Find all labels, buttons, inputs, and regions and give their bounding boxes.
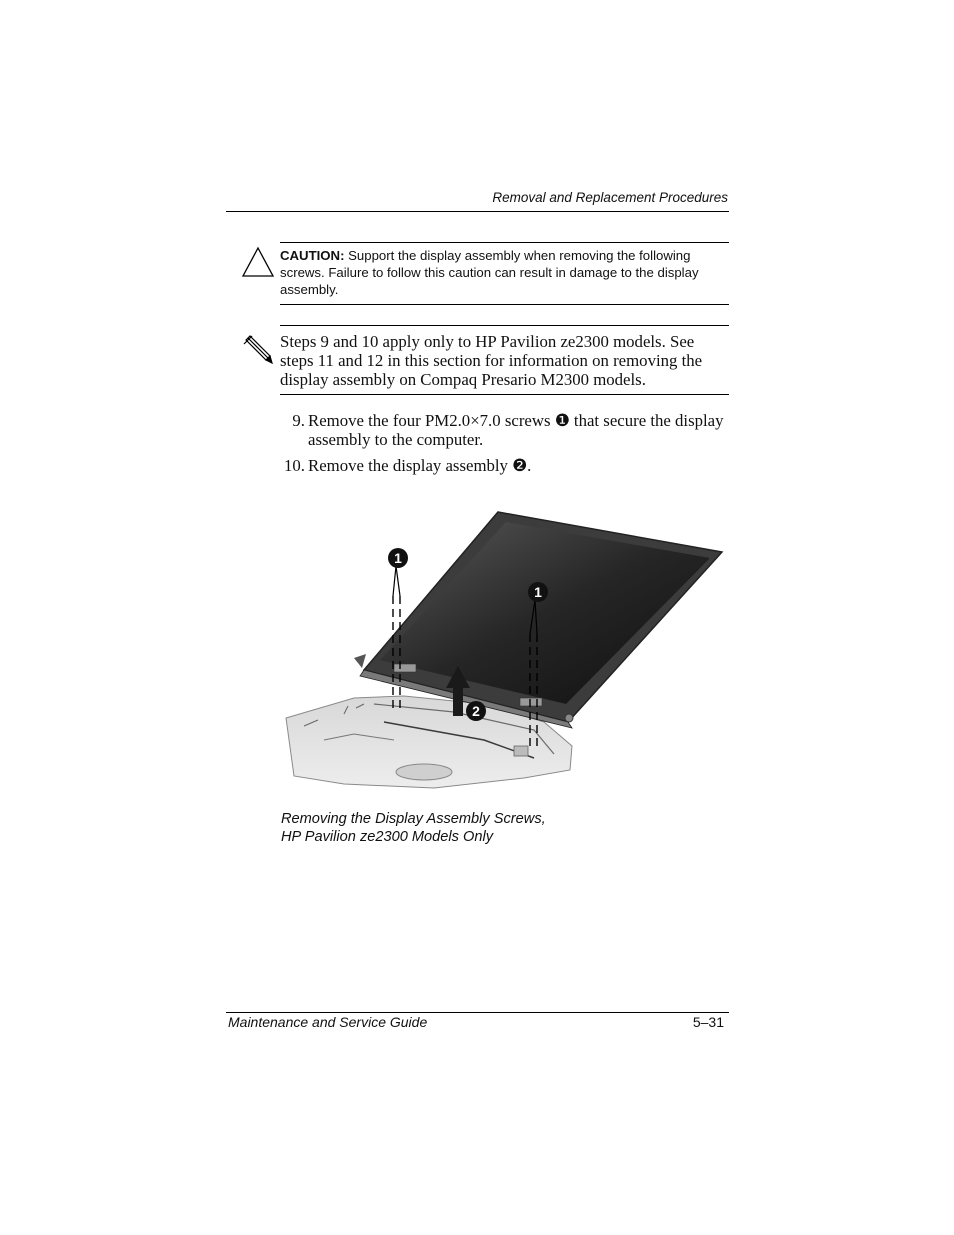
caution-body: Support the display assembly when removing the following screws. Failure to follow this caution can result in damage to the display assembly. bbox=[280, 248, 699, 297]
step-number: 9. bbox=[292, 411, 305, 430]
svg-text:1: 1 bbox=[534, 584, 542, 600]
svg-text:1: 1 bbox=[394, 550, 402, 566]
pencil-note-icon bbox=[242, 334, 274, 364]
callout-2 bbox=[466, 701, 486, 721]
step-item bbox=[280, 411, 730, 449]
caution-triangle-icon bbox=[241, 246, 275, 278]
footer-rule bbox=[226, 1012, 729, 1013]
caption-line-2: HP Pavilion ze2300 Models Only bbox=[281, 828, 493, 845]
caution-top-rule bbox=[280, 242, 729, 243]
footer-title: Maintenance and Service Guide bbox=[228, 1014, 428, 1030]
caution-label: CAUTION: bbox=[280, 248, 345, 263]
display-assembly-illustration bbox=[284, 508, 726, 790]
caption-line-1: Removing the Display Assembly Screws, bbox=[281, 811, 546, 827]
step-item bbox=[280, 456, 730, 475]
svg-text:2: 2 bbox=[472, 703, 480, 719]
page-number: 5–31 bbox=[692, 1014, 724, 1030]
callout-1-left bbox=[388, 548, 408, 568]
note-top-rule bbox=[280, 325, 729, 326]
caution-bottom-rule bbox=[280, 304, 729, 305]
running-header: Removal and Replacement Procedures bbox=[492, 190, 728, 205]
header-rule bbox=[226, 211, 729, 212]
step-text: Remove the display assembly ❷. bbox=[308, 456, 532, 475]
step-text: Remove the four PM2.0×7.0 screws ❶ that secure the display assembly to the computer. bbox=[308, 411, 724, 449]
figure-caption bbox=[281, 811, 681, 846]
callout-1-right bbox=[528, 582, 548, 602]
note-text: Steps 9 and 10 apply only to HP Pavilion ze2300 models. See steps 11 and 12 in this section for information on removing the display assembly on Compaq Presario M2300 models. bbox=[280, 332, 703, 389]
note-bottom-rule bbox=[280, 394, 729, 395]
display-assembly bbox=[354, 512, 722, 728]
caution-text bbox=[280, 248, 728, 298]
step-number: 10. bbox=[284, 456, 305, 475]
